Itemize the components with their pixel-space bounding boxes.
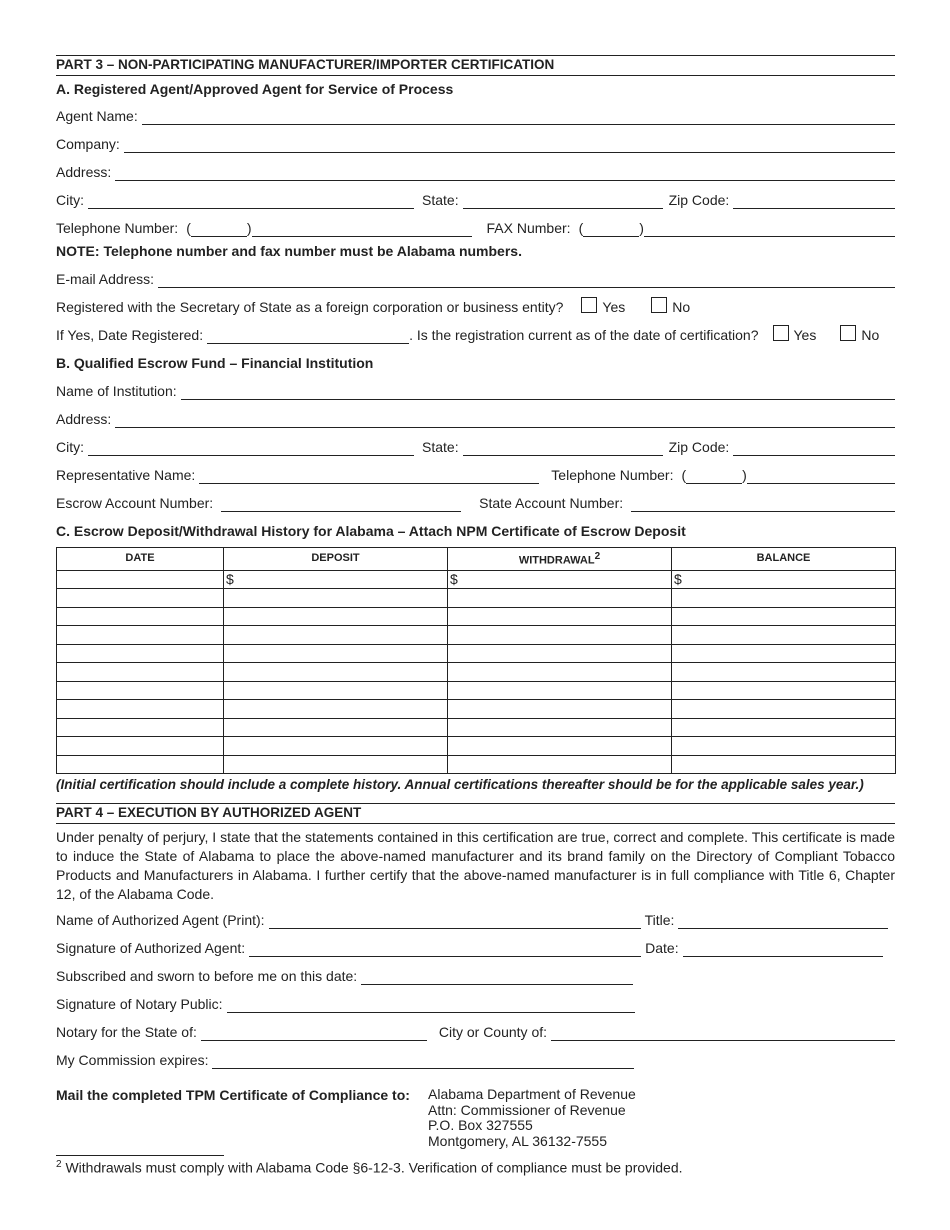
table-row xyxy=(57,607,896,626)
notary-state-label: Notary for the State of: xyxy=(56,1024,197,1040)
subscribed-date-field[interactable] xyxy=(361,969,633,985)
table-row xyxy=(57,644,896,663)
notary-signature-row xyxy=(56,993,895,1013)
subscribed-row xyxy=(56,965,895,985)
date-cell[interactable] xyxy=(57,700,224,719)
fax-number-field[interactable] xyxy=(644,221,895,237)
agent-signature-row xyxy=(56,937,895,957)
date-registered-label: If Yes, Date Registered: xyxy=(56,327,204,343)
withdrawal-cell[interactable] xyxy=(448,737,672,756)
title-label: Title: xyxy=(644,912,675,928)
date-cell[interactable] xyxy=(57,663,224,682)
withdrawal-cell[interactable] xyxy=(448,626,672,645)
deposit-cell[interactable] xyxy=(224,663,448,682)
currency-symbol: $ xyxy=(674,570,682,587)
withdrawal-cell[interactable] xyxy=(448,681,672,700)
balance-cell[interactable] xyxy=(672,755,896,774)
institution-field[interactable] xyxy=(181,384,895,400)
city-county-field[interactable] xyxy=(551,1025,895,1041)
registration-current-question: . Is the registration current as of the date of certification? xyxy=(409,327,759,343)
address-line: Alabama Department of Revenue xyxy=(428,1086,636,1102)
date-cell[interactable] xyxy=(57,589,224,608)
registered-no-checkbox[interactable] xyxy=(651,297,667,313)
deposit-cell[interactable] xyxy=(224,589,448,608)
currency-symbol: $ xyxy=(450,570,458,587)
state-label: State: xyxy=(422,439,459,455)
address-label: Address: xyxy=(56,411,112,427)
divider xyxy=(56,823,895,824)
fax-label: FAX Number: xyxy=(486,220,571,236)
paren-close: ) xyxy=(246,220,252,236)
footnote-divider xyxy=(56,1155,224,1156)
paren-close: ) xyxy=(639,220,644,236)
notary-state-field[interactable] xyxy=(201,1025,427,1041)
balance-cell[interactable] xyxy=(672,607,896,626)
footnote-mark: 2 xyxy=(56,1159,62,1170)
perjury-statement: Under penalty of perjury, I state that the statements contained in this certification are true, correct and complete. This certificate is made to induce the State of Alabama to place the above-named manufacturer and its brand family on the Directory of Compliant Tobacco Products and Manufacturers in Alabama. I further certify that the above-named manufacturer is in full compliance with Title 6, Chapter 12, of the Alabama Code. xyxy=(56,829,895,902)
fax-area-code-field[interactable] xyxy=(583,221,639,237)
city-county-label: City or County of: xyxy=(438,1024,548,1040)
address-row xyxy=(56,161,895,181)
current-yes-checkbox[interactable] xyxy=(773,325,789,341)
escrow-account-label: Escrow Account Number: xyxy=(56,495,214,511)
withdrawal-cell[interactable] xyxy=(448,644,672,663)
registered-row xyxy=(56,296,895,316)
state-account-field[interactable] xyxy=(631,496,895,512)
section-c-heading: C. Escrow Deposit/Withdrawal History for Alabama – Attach NPM Certificate of Escrow Deposit xyxy=(56,523,686,539)
table-row xyxy=(57,570,896,589)
city-label: City: xyxy=(56,192,84,208)
state-label: State: xyxy=(422,192,459,208)
divider xyxy=(56,803,895,804)
section-a-heading: A. Registered Agent/Approved Agent for Service of Process xyxy=(56,81,454,97)
yes-label: Yes xyxy=(602,299,626,315)
date-cell[interactable] xyxy=(57,681,224,700)
table-header-row xyxy=(57,548,896,571)
agent-name-label: Agent Name: xyxy=(56,108,138,124)
footnote-text: Withdrawals must comply with Alabama Code §6-12-3. Verification of compliance must be provided. xyxy=(65,1159,683,1176)
email-row xyxy=(56,268,895,288)
table-row xyxy=(57,681,896,700)
balance-cell[interactable] xyxy=(672,737,896,756)
telephone-number-field[interactable] xyxy=(252,221,472,237)
column-header-balance: BALANCE xyxy=(672,548,896,571)
withdrawal-label: WITHDRAWAL xyxy=(518,554,595,567)
balance-cell[interactable] xyxy=(672,626,896,645)
withdrawal-cell[interactable] xyxy=(448,700,672,719)
table-row xyxy=(57,718,896,737)
state-field[interactable] xyxy=(463,193,663,209)
address-line: Attn: Commissioner of Revenue xyxy=(428,1101,626,1118)
deposit-cell[interactable] xyxy=(224,755,448,774)
divider xyxy=(56,55,895,56)
no-label: No xyxy=(861,327,880,343)
institution-label: Name of Institution: xyxy=(56,383,177,399)
divider xyxy=(56,75,895,76)
notary-signature-label: Signature of Notary Public: xyxy=(56,996,223,1012)
table-row xyxy=(57,755,896,774)
withdrawal-cell[interactable] xyxy=(448,663,672,682)
city-field[interactable] xyxy=(88,193,414,209)
currency-symbol: $ xyxy=(226,570,234,587)
date-registered-row xyxy=(56,324,895,344)
deposit-cell[interactable] xyxy=(224,626,448,645)
email-label: E-mail Address: xyxy=(56,271,155,287)
agent-name-field[interactable] xyxy=(142,109,895,125)
withdrawal-cell[interactable] xyxy=(448,589,672,608)
title-field[interactable] xyxy=(678,913,888,929)
telephone-label: Telephone Number: xyxy=(56,220,179,236)
account-row xyxy=(56,492,895,512)
date-cell[interactable] xyxy=(57,607,224,626)
deposit-cell[interactable] xyxy=(224,644,448,663)
yes-label: Yes xyxy=(793,327,817,343)
deposit-cell[interactable] xyxy=(224,681,448,700)
date-cell[interactable] xyxy=(57,755,224,774)
escrow-account-field[interactable] xyxy=(221,496,461,512)
state-account-label: State Account Number: xyxy=(479,495,624,511)
balance-cell[interactable] xyxy=(672,718,896,737)
registered-yes-checkbox[interactable] xyxy=(581,297,597,313)
company-row xyxy=(56,133,895,153)
commission-row xyxy=(56,1049,895,1069)
current-no-checkbox[interactable] xyxy=(840,325,856,341)
agent-signature-field[interactable] xyxy=(249,941,641,957)
balance-cell[interactable] xyxy=(672,570,896,589)
institution-city-field[interactable] xyxy=(88,440,414,456)
withdrawal-cell[interactable] xyxy=(448,570,672,589)
subscribed-label: Subscribed and sworn to before me on this date: xyxy=(56,968,358,984)
telephone-label: Telephone Number: xyxy=(551,467,674,483)
deposit-cell[interactable] xyxy=(224,737,448,756)
phone-fax-row xyxy=(56,217,895,237)
institution-state-field[interactable] xyxy=(463,440,663,456)
telephone-area-code-field[interactable] xyxy=(191,221,247,237)
address-field[interactable] xyxy=(115,165,895,181)
agent-print-row xyxy=(56,909,895,929)
table-row xyxy=(57,700,896,719)
balance-cell[interactable] xyxy=(672,700,896,719)
address-line: Montgomery, AL 36132-7555 xyxy=(428,1132,608,1149)
paren-open: ( xyxy=(681,467,687,483)
institution-address-field[interactable] xyxy=(115,412,895,428)
column-header-deposit: DEPOSIT xyxy=(224,548,448,571)
column-header-withdrawal xyxy=(448,548,672,571)
mail-label: Mail the completed TPM Certificate of Compliance to: xyxy=(56,1087,410,1103)
date-cell[interactable] xyxy=(57,718,224,737)
commission-field[interactable] xyxy=(212,1053,634,1069)
city-label: City: xyxy=(56,439,84,455)
institution-address-row xyxy=(56,408,895,428)
date-cell[interactable] xyxy=(57,737,224,756)
deposit-cell[interactable] xyxy=(224,607,448,626)
section-b-heading: B. Qualified Escrow Fund – Financial Institution xyxy=(56,355,374,371)
rep-telephone-field[interactable] xyxy=(747,468,895,484)
company-label: Company: xyxy=(56,136,120,152)
address-label: Address: xyxy=(56,164,112,180)
table-row xyxy=(57,626,896,645)
footnote-ref: 2 xyxy=(594,551,601,562)
date-cell[interactable] xyxy=(57,626,224,645)
rep-area-code-field[interactable] xyxy=(686,468,742,484)
agent-name-row xyxy=(56,105,895,125)
registered-question: Registered with the Secretary of State as a foreign corporation or business entity? xyxy=(56,299,564,315)
table-row xyxy=(57,663,896,682)
company-field[interactable] xyxy=(124,137,895,153)
representative-row xyxy=(56,464,895,484)
agent-print-label: Name of Authorized Agent (Print): xyxy=(56,912,265,928)
part4-title: PART 4 – EXECUTION BY AUTHORIZED AGENT xyxy=(56,805,362,820)
withdrawal-cell[interactable] xyxy=(448,718,672,737)
deposit-cell[interactable] xyxy=(224,718,448,737)
zip-label: Zip Code: xyxy=(668,192,730,208)
no-label: No xyxy=(672,299,691,315)
mailing-address xyxy=(428,1087,636,1149)
email-field[interactable] xyxy=(158,272,895,288)
agent-print-field[interactable] xyxy=(269,913,641,929)
zip-field[interactable] xyxy=(733,193,895,209)
deposit-cell[interactable] xyxy=(224,570,448,589)
rep-name-field[interactable] xyxy=(199,468,539,484)
commission-label: My Commission expires: xyxy=(56,1052,209,1068)
withdrawal-cell[interactable] xyxy=(448,755,672,774)
table-row xyxy=(57,589,896,608)
column-header-date: DATE xyxy=(57,548,224,571)
zip-label: Zip Code: xyxy=(668,439,730,455)
city-state-zip-row xyxy=(56,189,895,209)
rep-name-label: Representative Name: xyxy=(56,467,196,483)
institution-row xyxy=(56,380,895,400)
history-note: (Initial certification should include a complete history. Annual certifications thereafter should be for the applicable sales year.) xyxy=(56,777,864,792)
institution-city-row xyxy=(56,436,895,456)
date-cell[interactable] xyxy=(57,644,224,663)
balance-cell[interactable] xyxy=(672,663,896,682)
table-row xyxy=(57,737,896,756)
notary-state-row xyxy=(56,1021,895,1041)
institution-zip-field[interactable] xyxy=(733,440,895,456)
balance-cell[interactable] xyxy=(672,681,896,700)
balance-cell[interactable] xyxy=(672,589,896,608)
part3-title: PART 3 – NON-PARTICIPATING MANUFACTURER/IMPORTER CERTIFICATION xyxy=(56,57,555,72)
date-label: Date: xyxy=(645,940,679,956)
paren-open: ( xyxy=(186,220,191,236)
date-registered-field[interactable] xyxy=(207,328,409,344)
date-field[interactable] xyxy=(683,941,883,957)
deposit-cell[interactable] xyxy=(224,700,448,719)
paren-close: ) xyxy=(742,467,747,483)
phone-note: NOTE: Telephone number and fax number must be Alabama numbers. xyxy=(56,243,522,259)
footnote xyxy=(56,1159,683,1176)
address-line: P.O. Box 327555 xyxy=(428,1117,533,1133)
date-cell[interactable] xyxy=(57,570,224,589)
balance-cell[interactable] xyxy=(672,644,896,663)
paren-open: ( xyxy=(578,220,584,236)
agent-signature-label: Signature of Authorized Agent: xyxy=(56,940,246,956)
notary-signature-field[interactable] xyxy=(227,997,635,1013)
escrow-history-table xyxy=(56,547,896,774)
withdrawal-cell[interactable] xyxy=(448,607,672,626)
